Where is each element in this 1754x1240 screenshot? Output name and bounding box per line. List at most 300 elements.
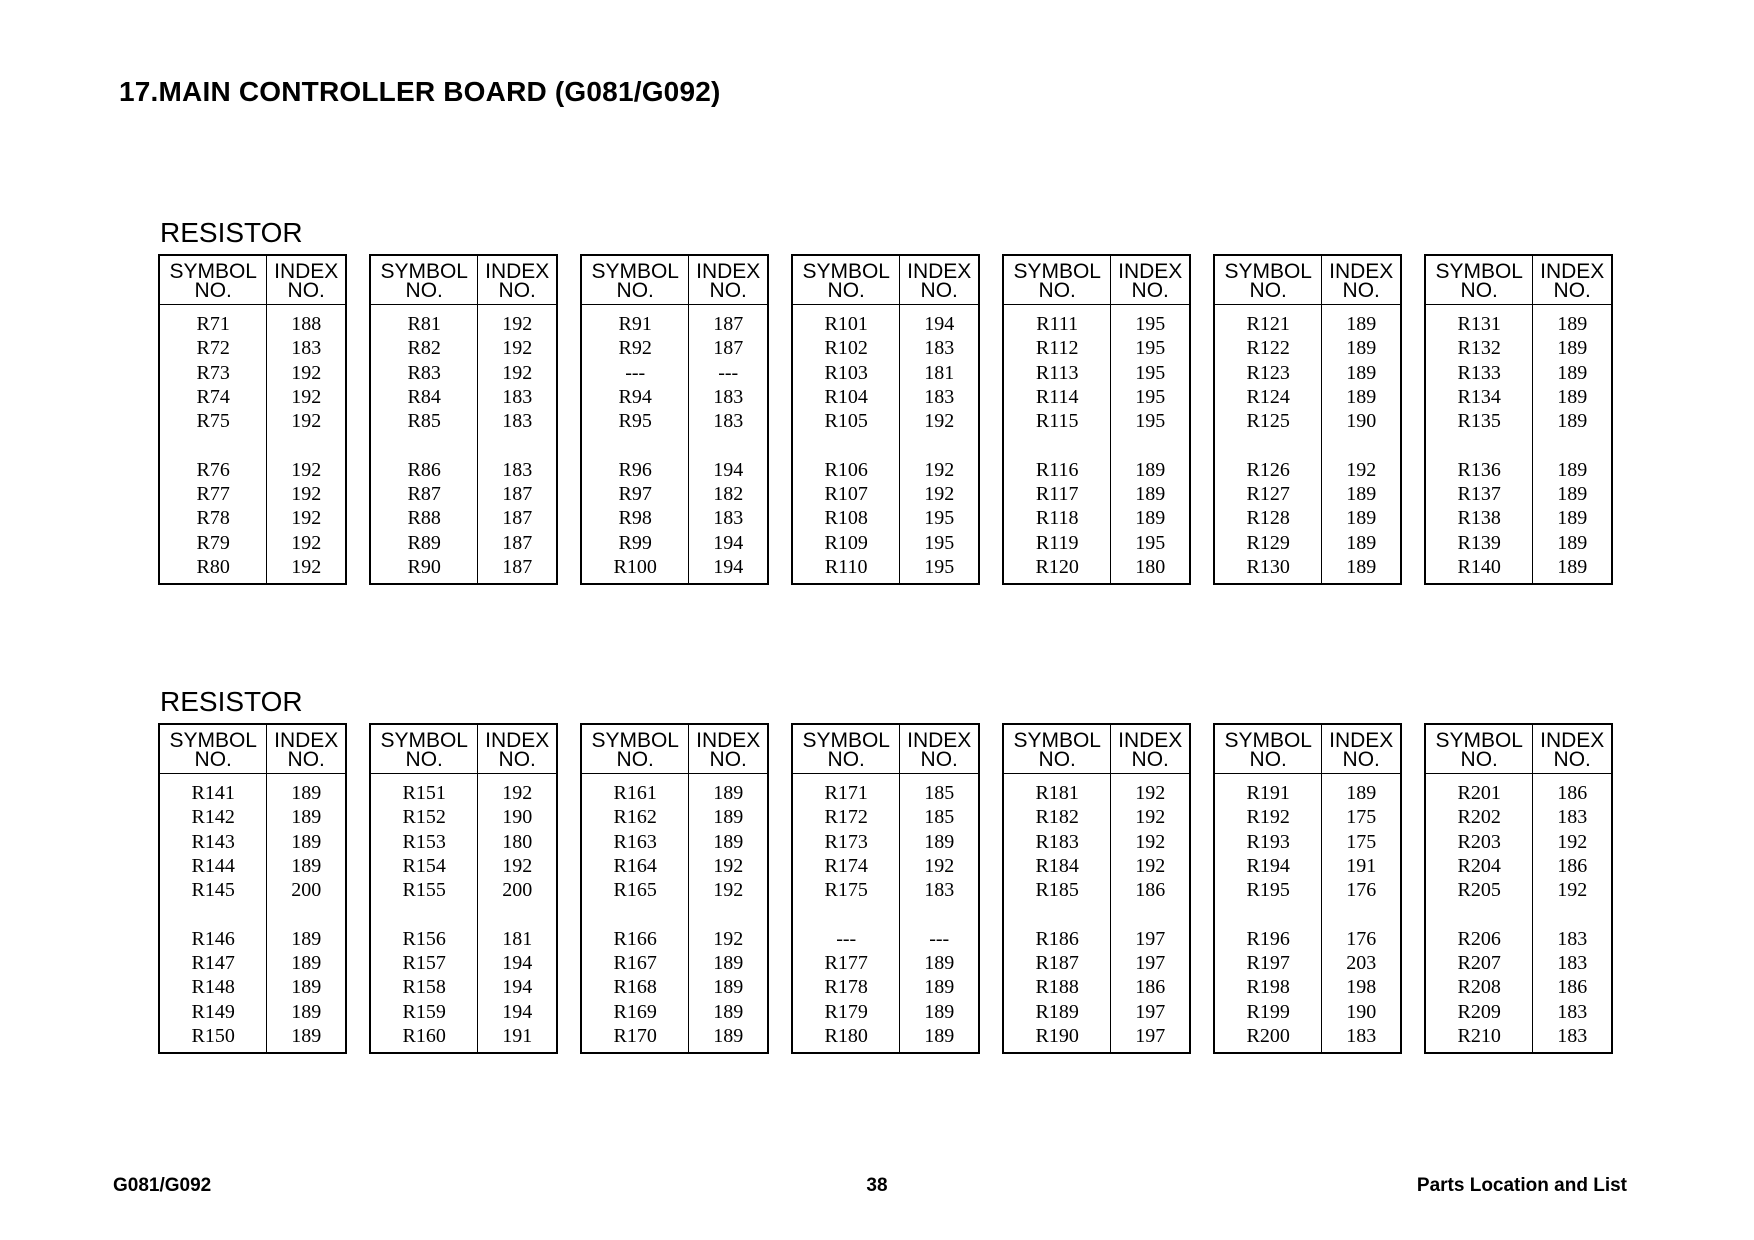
index-cell: 182 <box>713 483 744 506</box>
table-row <box>1214 1024 1401 1053</box>
index-header <box>1322 724 1401 774</box>
index-cell: 189 <box>713 830 744 853</box>
index-header-text: NO. <box>1553 279 1591 302</box>
index-header-text: NO. <box>1131 279 1169 302</box>
symbol-cell: R83 <box>370 361 478 385</box>
symbol-cell: R174 <box>792 854 900 878</box>
table-row <box>1425 830 1612 854</box>
symbol-header <box>792 255 900 305</box>
symbol-cell: R78 <box>159 506 267 530</box>
symbol-cell: R79 <box>159 531 267 555</box>
index-cell: 197 <box>1135 952 1166 975</box>
index-cell: 192 <box>1135 782 1166 804</box>
index-cell: 175 <box>1346 830 1377 853</box>
index-cell <box>1111 433 1190 457</box>
symbol-cell: R193 <box>1214 830 1322 854</box>
index-cell <box>267 433 346 457</box>
parts-table <box>791 254 980 585</box>
table-row <box>159 774 346 806</box>
index-cell <box>900 902 979 926</box>
table-row <box>792 305 979 337</box>
index-header-text: INDEX <box>1329 260 1394 283</box>
index-cell: 183 <box>1346 1024 1377 1047</box>
symbol-cell: R132 <box>1425 336 1533 360</box>
index-header-text: NO. <box>498 748 536 771</box>
table-row <box>370 555 557 584</box>
table-row <box>159 305 346 337</box>
table-row <box>1214 975 1401 999</box>
table-row <box>1425 531 1612 555</box>
index-header-text: INDEX <box>907 260 972 283</box>
symbol-cell: R145 <box>159 878 267 902</box>
index-cell: 189 <box>713 1024 744 1047</box>
index-cell: 189 <box>291 782 322 804</box>
symbol-cell: --- <box>792 927 900 951</box>
symbol-header <box>1214 724 1322 774</box>
index-cell: 190 <box>1346 410 1377 433</box>
symbol-cell <box>581 433 689 457</box>
index-header-text: NO. <box>1342 748 1380 771</box>
index-cell: 189 <box>924 952 955 975</box>
symbol-cell: R102 <box>792 336 900 360</box>
table-row <box>1003 433 1190 457</box>
symbol-cell: R121 <box>1214 305 1322 337</box>
index-cell: 183 <box>502 410 533 433</box>
table-row <box>1003 482 1190 506</box>
index-cell: 190 <box>502 806 533 829</box>
symbol-cell: R105 <box>792 409 900 433</box>
table-row <box>581 805 768 829</box>
index-cell: 192 <box>1346 458 1377 481</box>
index-cell: 183 <box>1557 1024 1588 1047</box>
symbol-cell: R194 <box>1214 854 1322 878</box>
table-header-row <box>1214 255 1401 305</box>
symbol-cell: R160 <box>370 1024 478 1053</box>
symbol-cell: R114 <box>1003 385 1111 409</box>
symbol-cell: R108 <box>792 506 900 530</box>
index-cell: 189 <box>924 830 955 853</box>
table-row <box>792 774 979 806</box>
resistor-section-2 <box>158 685 1620 1054</box>
table-row <box>792 336 979 360</box>
table-row <box>1425 409 1612 433</box>
symbol-cell: R104 <box>792 385 900 409</box>
index-cell: 192 <box>502 782 533 804</box>
table-row <box>581 482 768 506</box>
symbol-cell: R202 <box>1425 805 1533 829</box>
symbol-cell: R154 <box>370 854 478 878</box>
symbol-header-text: NO. <box>405 279 443 302</box>
symbol-header-text: NO. <box>1038 279 1076 302</box>
index-cell: 191 <box>502 1024 533 1047</box>
table-row <box>792 1024 979 1053</box>
table-row <box>792 927 979 951</box>
index-cell: 183 <box>1557 927 1588 950</box>
index-cell <box>1533 433 1612 457</box>
table-row <box>1425 902 1612 926</box>
symbol-cell: R182 <box>1003 805 1111 829</box>
symbol-cell: R165 <box>581 878 689 902</box>
index-cell: 192 <box>291 458 322 481</box>
table-header-row <box>792 255 979 305</box>
table-header-row <box>1214 724 1401 774</box>
table-row <box>792 854 979 878</box>
index-cell: 192 <box>1135 854 1166 877</box>
table-row <box>581 951 768 975</box>
index-cell: 203 <box>1346 952 1377 975</box>
table-row <box>1425 385 1612 409</box>
index-cell: 200 <box>291 879 322 902</box>
index-cell: 190 <box>1346 1000 1377 1023</box>
symbol-cell: R72 <box>159 336 267 360</box>
symbol-cell: R117 <box>1003 482 1111 506</box>
index-cell: 192 <box>713 854 744 877</box>
table-row <box>1214 506 1401 530</box>
symbol-cell: R116 <box>1003 458 1111 482</box>
index-cell: 194 <box>713 458 744 481</box>
table-row <box>1425 854 1612 878</box>
symbol-header-text: SYMBOL <box>1224 260 1312 283</box>
index-cell: 189 <box>1346 313 1377 335</box>
table-row <box>1003 878 1190 902</box>
table-row <box>159 878 346 902</box>
index-cell: --- <box>718 361 739 384</box>
table-row <box>1425 361 1612 385</box>
table-row <box>370 433 557 457</box>
index-cell: 183 <box>924 879 955 902</box>
index-header <box>689 724 768 774</box>
index-cell: 175 <box>1346 806 1377 829</box>
symbol-cell: R183 <box>1003 830 1111 854</box>
symbol-header-text: SYMBOL <box>1013 729 1101 752</box>
symbol-cell: R192 <box>1214 805 1322 829</box>
table-row <box>1003 854 1190 878</box>
index-cell: 189 <box>1135 483 1166 506</box>
index-header-text: NO. <box>1342 279 1380 302</box>
table-row <box>1003 951 1190 975</box>
symbol-header <box>1425 724 1533 774</box>
tables-row <box>158 723 1620 1054</box>
table-row <box>581 774 768 806</box>
parts-table <box>369 254 558 585</box>
symbol-cell: R173 <box>792 830 900 854</box>
table-row <box>159 506 346 530</box>
table-row <box>581 433 768 457</box>
index-header-text: INDEX <box>274 729 339 752</box>
table-row <box>1003 531 1190 555</box>
symbol-header-text: NO. <box>194 279 232 302</box>
symbol-cell: R113 <box>1003 361 1111 385</box>
table-row <box>792 878 979 902</box>
index-cell: 189 <box>1557 361 1588 384</box>
symbol-cell: R123 <box>1214 361 1322 385</box>
table-row <box>1003 506 1190 530</box>
table-row <box>370 305 557 337</box>
table-row <box>1214 774 1401 806</box>
table-row <box>159 854 346 878</box>
symbol-cell: R81 <box>370 305 478 337</box>
symbol-cell: R97 <box>581 482 689 506</box>
symbol-cell: R137 <box>1425 482 1533 506</box>
table-row <box>1003 1024 1190 1053</box>
index-header-text: NO. <box>1553 748 1591 771</box>
index-cell: 189 <box>1346 531 1377 554</box>
table-row <box>581 305 768 337</box>
table-row <box>792 951 979 975</box>
table-row <box>159 975 346 999</box>
table-row <box>1214 902 1401 926</box>
table-row <box>1425 555 1612 584</box>
index-cell: 183 <box>713 410 744 433</box>
index-header-text: INDEX <box>485 260 550 283</box>
symbol-cell: R128 <box>1214 506 1322 530</box>
table-row <box>1003 336 1190 360</box>
symbol-cell: R184 <box>1003 854 1111 878</box>
table-row <box>159 458 346 482</box>
index-cell: 192 <box>291 410 322 433</box>
index-cell: 192 <box>502 854 533 877</box>
index-header <box>1533 724 1612 774</box>
table-row <box>1425 482 1612 506</box>
table-row <box>792 531 979 555</box>
table-row <box>792 830 979 854</box>
index-cell: 192 <box>291 555 322 578</box>
symbol-cell: R199 <box>1214 1000 1322 1024</box>
index-cell: 197 <box>1135 1000 1166 1023</box>
table-row <box>1214 878 1401 902</box>
index-header <box>478 724 557 774</box>
index-header <box>1111 255 1190 305</box>
index-cell: 189 <box>291 1024 322 1047</box>
index-cell: 192 <box>924 854 955 877</box>
symbol-cell: R204 <box>1425 854 1533 878</box>
table-row <box>1003 409 1190 433</box>
table-row <box>159 531 346 555</box>
table-row <box>1425 506 1612 530</box>
symbol-header-text: SYMBOL <box>591 260 679 283</box>
table-row <box>581 385 768 409</box>
index-cell: 189 <box>291 927 322 950</box>
symbol-header-text: NO. <box>616 279 654 302</box>
symbol-header-text: SYMBOL <box>1435 729 1523 752</box>
symbol-cell: R175 <box>792 878 900 902</box>
parts-table <box>369 723 558 1054</box>
symbol-cell: R151 <box>370 774 478 806</box>
table-header-row <box>792 724 979 774</box>
symbol-cell: R139 <box>1425 531 1533 555</box>
index-cell: 192 <box>713 927 744 950</box>
symbol-cell: R140 <box>1425 555 1533 584</box>
index-cell: 192 <box>924 410 955 433</box>
symbol-cell: R80 <box>159 555 267 584</box>
symbol-cell: R163 <box>581 830 689 854</box>
table-row <box>1214 1000 1401 1024</box>
symbol-cell: R122 <box>1214 336 1322 360</box>
symbol-cell <box>581 902 689 926</box>
table-row <box>581 878 768 902</box>
table-row <box>581 555 768 584</box>
index-header-text: NO. <box>709 748 747 771</box>
table-row <box>1214 409 1401 433</box>
symbol-cell: R95 <box>581 409 689 433</box>
index-cell: 183 <box>291 337 322 360</box>
index-cell: 189 <box>1346 555 1377 578</box>
symbol-header <box>581 255 689 305</box>
index-cell: 183 <box>713 385 744 408</box>
table-row <box>370 482 557 506</box>
index-cell: 180 <box>1135 555 1166 578</box>
symbol-cell <box>1425 433 1533 457</box>
table-row <box>159 902 346 926</box>
table-row <box>1214 854 1401 878</box>
symbol-cell: R169 <box>581 1000 689 1024</box>
index-cell: 189 <box>1557 531 1588 554</box>
symbol-cell: R157 <box>370 951 478 975</box>
table-row <box>1425 305 1612 337</box>
symbol-header <box>159 255 267 305</box>
symbol-cell <box>1425 902 1533 926</box>
index-cell: 183 <box>502 385 533 408</box>
index-cell: 192 <box>291 385 322 408</box>
index-cell <box>267 902 346 926</box>
index-cell: 186 <box>1135 879 1166 902</box>
index-cell: 188 <box>291 313 322 335</box>
index-cell: 194 <box>502 1000 533 1023</box>
symbol-cell <box>1003 433 1111 457</box>
index-cell <box>478 433 557 457</box>
index-cell: 194 <box>713 531 744 554</box>
symbol-header <box>1214 255 1322 305</box>
symbol-cell: R148 <box>159 975 267 999</box>
index-cell <box>689 902 768 926</box>
symbol-header <box>1425 255 1533 305</box>
page-title: 17.MAIN CONTROLLER BOARD (G081/G092) <box>119 76 721 107</box>
symbol-cell: R106 <box>792 458 900 482</box>
symbol-cell: R96 <box>581 458 689 482</box>
table-row <box>1214 531 1401 555</box>
index-cell: 185 <box>924 806 955 829</box>
table-row <box>1003 385 1190 409</box>
symbol-cell: R178 <box>792 975 900 999</box>
symbol-cell: R111 <box>1003 305 1111 337</box>
symbol-cell: R164 <box>581 854 689 878</box>
index-cell <box>1322 902 1401 926</box>
index-header-text: INDEX <box>1118 729 1183 752</box>
symbol-cell: R91 <box>581 305 689 337</box>
symbol-cell: R206 <box>1425 927 1533 951</box>
table-row <box>792 805 979 829</box>
table-row <box>370 830 557 854</box>
table-row <box>1425 1000 1612 1024</box>
table-header-row <box>1003 255 1190 305</box>
symbol-cell <box>159 433 267 457</box>
table-row <box>1425 805 1612 829</box>
index-cell <box>1322 433 1401 457</box>
index-cell: 189 <box>1346 337 1377 360</box>
symbol-header-text: SYMBOL <box>802 260 890 283</box>
index-cell <box>1111 902 1190 926</box>
table-row <box>159 361 346 385</box>
table-row <box>1003 361 1190 385</box>
table-row <box>159 830 346 854</box>
index-cell: 189 <box>291 830 322 853</box>
index-cell: 189 <box>1557 410 1588 433</box>
symbol-cell: R75 <box>159 409 267 433</box>
index-cell: 192 <box>502 337 533 360</box>
index-cell: 192 <box>1557 879 1588 902</box>
symbol-cell: R200 <box>1214 1024 1322 1053</box>
index-cell: 189 <box>291 952 322 975</box>
symbol-cell: R177 <box>792 951 900 975</box>
table-row <box>1425 878 1612 902</box>
symbol-cell: R185 <box>1003 878 1111 902</box>
index-cell: 189 <box>1346 483 1377 506</box>
footer-model: G081/G092 <box>113 1175 212 1196</box>
table-header-row <box>159 255 346 305</box>
index-cell: 189 <box>1557 385 1588 408</box>
symbol-cell: R119 <box>1003 531 1111 555</box>
table-row <box>370 878 557 902</box>
table-row <box>1003 805 1190 829</box>
index-cell: 189 <box>1346 361 1377 384</box>
table-row <box>370 902 557 926</box>
table-row <box>159 1000 346 1024</box>
table-row <box>1214 951 1401 975</box>
table-row <box>1214 305 1401 337</box>
index-cell: 198 <box>1346 976 1377 999</box>
symbol-header-text: NO. <box>616 748 654 771</box>
index-cell: 176 <box>1346 927 1377 950</box>
index-header-text: INDEX <box>1118 260 1183 283</box>
table-row <box>1003 774 1190 806</box>
symbol-cell: R143 <box>159 830 267 854</box>
symbol-cell: R87 <box>370 482 478 506</box>
table-row <box>370 531 557 555</box>
parts-table <box>158 254 347 585</box>
table-row <box>159 927 346 951</box>
index-cell: 189 <box>1557 458 1588 481</box>
table-header-row <box>159 724 346 774</box>
table-row <box>581 1024 768 1053</box>
symbol-cell: R197 <box>1214 951 1322 975</box>
index-cell: 183 <box>924 385 955 408</box>
index-header-text: INDEX <box>1540 729 1605 752</box>
table-row <box>1425 458 1612 482</box>
index-header-text: INDEX <box>274 260 339 283</box>
table-row <box>370 927 557 951</box>
symbol-cell: R138 <box>1425 506 1533 530</box>
table-row <box>1425 927 1612 951</box>
index-header-text: NO. <box>498 279 536 302</box>
index-cell: 183 <box>502 458 533 481</box>
symbol-header <box>370 724 478 774</box>
index-cell: 183 <box>924 337 955 360</box>
index-cell: 186 <box>1557 976 1588 999</box>
symbol-header-text: NO. <box>405 748 443 771</box>
symbol-cell <box>792 433 900 457</box>
table-row <box>370 1024 557 1053</box>
table-row <box>581 927 768 951</box>
symbol-header-text: SYMBOL <box>169 260 257 283</box>
table-row <box>581 361 768 385</box>
symbol-cell: R131 <box>1425 305 1533 337</box>
table-row <box>581 458 768 482</box>
parts-table <box>1002 254 1191 585</box>
index-cell: 195 <box>1135 385 1166 408</box>
symbol-cell: R161 <box>581 774 689 806</box>
symbol-cell: R166 <box>581 927 689 951</box>
symbol-cell: R155 <box>370 878 478 902</box>
